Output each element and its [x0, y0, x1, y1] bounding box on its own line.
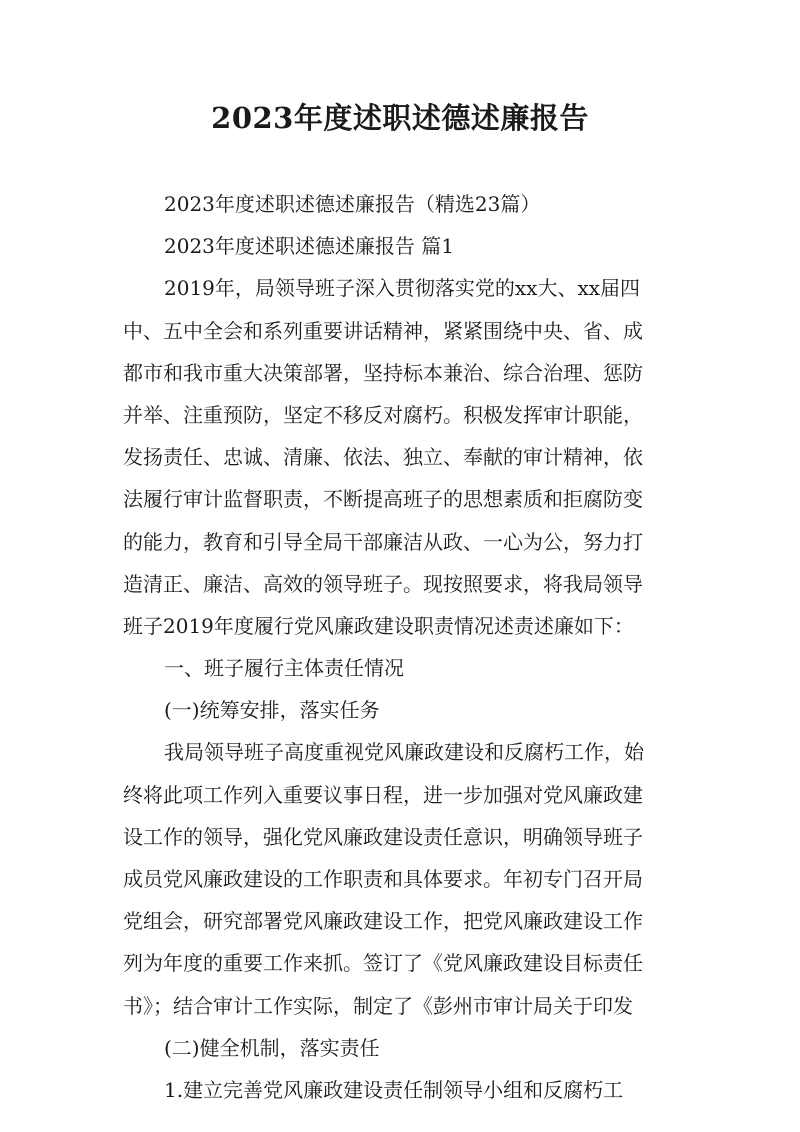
document-title: 2023年度述职述德述廉报告	[211, 101, 589, 135]
paragraph-line: 法履行审计监督职责，不断提高班子的思想素质和拒腐防变	[123, 487, 643, 512]
paragraph-line: 1.建立完善党风廉政建设责任制领导小组和反腐朽工	[164, 1077, 624, 1102]
paragraph-line: 成员党风廉政建设的工作职责和具体要求。年初专门召开局	[123, 867, 643, 891]
paragraph-line: 2019年，局领导班子深入贯彻落实党的xx大、xx届四	[164, 276, 641, 301]
subtitle-line: 2023年度述职述德述廉报告（精选23篇）	[164, 192, 541, 216]
section-heading: 一、班子履行主体责任情况	[164, 656, 404, 681]
paragraph-line: 书》；结合审计工作实际，制定了《彭州市审计局关于印发	[123, 993, 633, 1018]
document-body	[123, 183, 687, 1111]
subsection-heading: (二)健全机制，落实责任	[164, 1035, 380, 1060]
paragraph-line: 党组会，研究部署党风廉政建设工作，把党风廉政建设工作	[123, 909, 643, 934]
paragraph-line: 列为年度的重要工作来抓。签订了《党风廉政建设目标责任	[123, 951, 643, 976]
paragraph-line: 并举、注重预防，坚定不移反对腐朽。积极发挥审计职能，	[123, 402, 643, 427]
paragraph-line: 班子2019年度履行党风廉政建设职责情况述责述廉如下：	[123, 613, 634, 638]
paragraph-line: 的能力，教育和引导全局干部廉洁从政、一心为公，努力打	[123, 529, 643, 554]
section-heading: 2023年度述职述德述廉报告 篇1	[164, 234, 454, 259]
subsection-heading: (一)统筹安排，落实任务	[164, 698, 380, 723]
paragraph-line: 发扬责任、忠诚、清廉、依法、独立、奉献的审计精神，依	[123, 445, 643, 470]
paragraph-line: 终将此项工作列入重要议事日程，进一步加强对党风廉政建	[123, 782, 643, 807]
paragraph-line: 都市和我市重大决策部署，坚持标本兼治、综合治理、惩防	[123, 360, 643, 385]
paragraph-line: 造清正、廉洁、高效的领导班子。现按照要求，将我局领导	[123, 571, 643, 596]
paragraph-line: 设工作的领导，强化党风廉政建设责任意识，明确领导班子	[123, 824, 643, 849]
paragraph-line: 我局领导班子高度重视党风廉政建设和反腐朽工作，始	[164, 740, 644, 765]
paragraph-line: 中、五中全会和系列重要讲话精神，紧紧围绕中央、省、成	[123, 318, 643, 343]
